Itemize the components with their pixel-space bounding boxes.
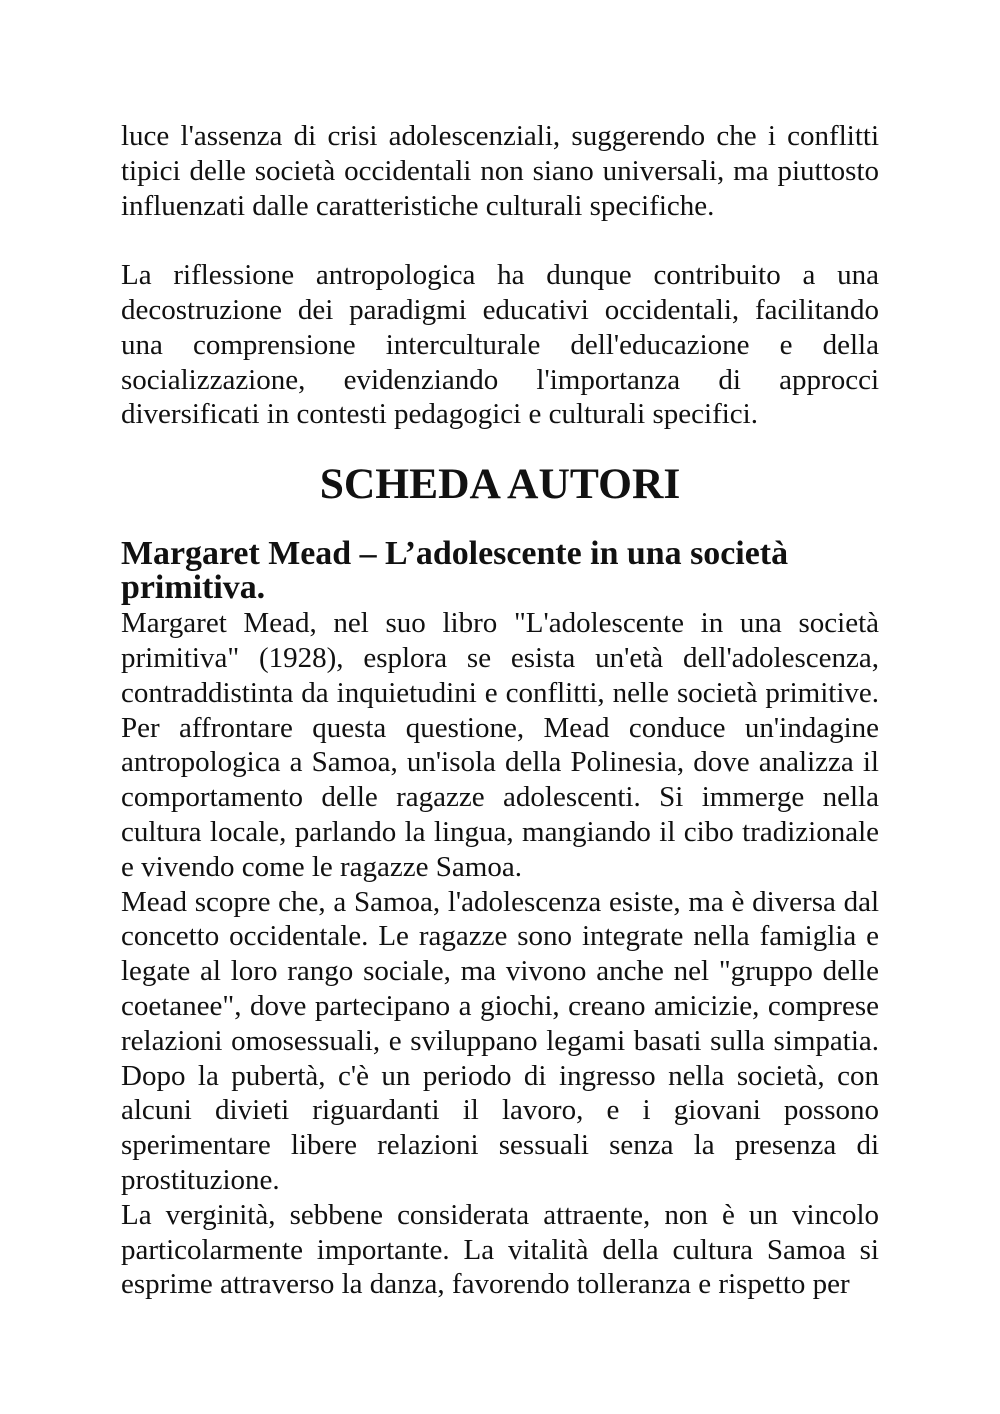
author-paragraph-3: La verginità, sebbene considerata attraente, non è un vincolo particolarmente importante. La vitalità della cultura Samoa si esprime attraverso la danza, favorendo tolleranza e rispetto per xyxy=(121,1198,879,1301)
intro-paragraph-1: luce l'assenza di crisi adolescenziali, suggerendo che i conflitti tipici delle società occidentali non siano universali, ma piuttosto influenzati dalle caratteristiche culturali specifiche. xyxy=(121,120,879,222)
document-page xyxy=(121,119,879,1302)
paragraph-spacer xyxy=(121,223,879,258)
author-paragraph-1: Margaret Mead, nel suo libro "L'adolescente in una società primitiva" (1928), esplora se esista un'età dell'adolescenza, contraddistinta da inquietudini e conflitti, nelle società primitive. Per affrontare questa questione, Mead conduce un'indagine antropologica a Samoa, un'isola della Polinesia, dove analizza il comportamento delle ragazze adolescenti. Si immerge nella cultura locale, parlando la lingua, mangiando il cibo tradizionale e vivendo come le ragazze Samoa. xyxy=(121,607,879,883)
intro-paragraph-2: La riflessione antropologica ha dunque contribuito a una decostruzione dei paradigmi educativi occidentali, facilitando una comprensione interculturale dell'educazione e della socializzazione, evidenziando l'importanza di approcci diversificati in contesti pedagogici e culturali specifici. xyxy=(121,259,879,431)
author-paragraph-2: Mead scopre che, a Samoa, l'adolescenza esiste, ma è diversa dal concetto occidentale. Le ragazze sono integrate nella famiglia e legate al loro rango sociale, ma vivono anche nel "gruppo delle coetanee", dove partecipano a giochi, creano amicizie, comprese relazioni omosessuali, e sviluppano legami basati sulla simpatia. Dopo la pubertà, c'è un periodo di ingresso nella società, con alcuni divieti riguardanti il lavoro, e i giovani possono sperimentare libere relazioni sessuali senza la presenza di prostituzione. xyxy=(121,885,879,1196)
section-title: SCHEDA AUTORI xyxy=(319,459,681,508)
author-heading: Margaret Mead – L’adolescente in una società primitiva. xyxy=(121,534,789,607)
